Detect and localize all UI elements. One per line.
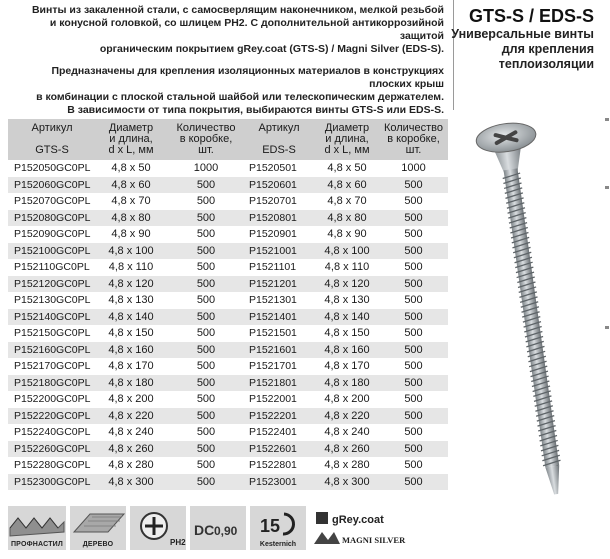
qty-cell: 500 (166, 276, 246, 293)
size-cell: 4,8 x 200 (324, 393, 370, 406)
table-row (8, 259, 246, 276)
intro-paragraph-2: Предназначены для крепления изоляционных материалов в конструкциях плоских крыш в комбинации с плоской стальной шайбой или телескопическим держателем. В зависимости от типа покрытия, выбираются винты GTS-S или EDS-S. (36, 65, 444, 116)
size-cell: 4,8 x 120 (315, 276, 379, 293)
svg-text:MAGNI SILVER: MAGNI SILVER (342, 535, 406, 545)
article-cell: P152140GC0PL (8, 309, 96, 326)
table-row (243, 259, 448, 276)
table-row (8, 474, 246, 491)
qty-cell: 1000 (401, 162, 426, 175)
size-cell: 4,8 x 170 (108, 360, 154, 373)
qty-cell: 500 (166, 441, 246, 458)
header-qty: Количество в коробке, шт. (166, 119, 246, 160)
size-cell: 4,8 x 160 (315, 342, 379, 359)
size-cell: 4,8 x 240 (324, 426, 370, 439)
qty-cell: 500 (379, 408, 448, 425)
size-cell: 4,8 x 80 (96, 210, 166, 227)
qty-cell: 500 (404, 426, 423, 439)
brand-logos (310, 506, 406, 550)
article-cell: P152220GC0PL (8, 408, 96, 425)
table-body (243, 160, 448, 490)
table-row (243, 441, 448, 458)
article-cell: P1521301 (249, 294, 297, 307)
article-cell: P1522201 (243, 408, 315, 425)
qty-cell: 500 (196, 360, 216, 373)
article-cell: P1520701 (249, 195, 297, 208)
article-cell: P152280GC0PL (14, 459, 91, 472)
header-qty: Количество в коробке, шт. (379, 119, 448, 160)
table-row (243, 375, 448, 392)
header-article: Артикул EDS-S (243, 119, 315, 160)
size-cell: 4,8 x 90 (327, 228, 367, 241)
table-row (243, 408, 448, 425)
table-header (8, 119, 246, 160)
table-row (8, 342, 246, 359)
wood-icon: ДЕРЕВО (70, 506, 126, 550)
qty-cell: 500 (196, 393, 216, 406)
article-cell: P1520901 (249, 228, 297, 241)
size-cell: 4,8 x 180 (96, 375, 166, 392)
table-row (8, 210, 246, 227)
qty-cell: 1000 (193, 162, 219, 175)
table-row (243, 243, 448, 260)
table-eds (243, 119, 448, 490)
size-cell: 4,8 x 200 (108, 393, 154, 406)
article-cell: P1521801 (243, 375, 315, 392)
svg-text:DC: DC (194, 522, 215, 538)
qty-cell: 500 (404, 360, 423, 373)
qty-cell: 500 (196, 426, 216, 439)
svg-text:0,90: 0,90 (214, 524, 238, 538)
qty-cell: 500 (196, 228, 216, 241)
table-row (8, 375, 246, 392)
table-row (8, 457, 246, 474)
qty-cell: 500 (379, 210, 448, 227)
article-cell: P152260GC0PL (8, 441, 96, 458)
table-row (8, 160, 246, 177)
size-cell: 4,8 x 150 (324, 327, 370, 340)
article-cell: P1520601 (243, 177, 315, 194)
article-cell: P1521201 (243, 276, 315, 293)
size-cell: 4,8 x 130 (108, 294, 154, 307)
qty-cell: 500 (379, 441, 448, 458)
size-cell: 4,8 x 280 (324, 459, 370, 472)
table-row (8, 243, 246, 260)
subtitle-line-2: для крепления (501, 42, 594, 56)
article-cell: P1521001 (243, 243, 315, 260)
article-cell: P152090GC0PL (14, 228, 91, 241)
table-row (8, 325, 246, 342)
qty-cell: 500 (166, 309, 246, 326)
article-cell: P152060GC0PL (8, 177, 96, 194)
table-row (8, 408, 246, 425)
qty-cell: 500 (404, 393, 423, 406)
size-cell: 4,8 x 60 (315, 177, 379, 194)
qty-cell: 500 (166, 474, 246, 491)
grey-coat-logo-mark (316, 512, 328, 524)
screw-illustration (470, 108, 610, 508)
table-row (243, 292, 448, 309)
table-gts (8, 119, 246, 490)
svg-text:15: 15 (260, 516, 281, 536)
article-cell: P152180GC0PL (8, 375, 96, 392)
size-cell: 4,8 x 300 (96, 474, 166, 491)
article-cell: P1522601 (243, 441, 315, 458)
qty-cell: 500 (379, 309, 448, 326)
svg-text:Kesternich: Kesternich (259, 541, 297, 548)
article-cell: P152120GC0PL (8, 276, 96, 293)
size-cell: 4,8 x 220 (315, 408, 379, 425)
svg-text:PH2: PH2 (170, 538, 186, 547)
magni-silver-logo-mark (314, 532, 340, 544)
table-header (243, 119, 448, 160)
intro-text (12, 4, 444, 126)
qty-cell: 500 (404, 228, 423, 241)
size-cell: 4,8 x 100 (315, 243, 379, 260)
qty-cell: 500 (166, 408, 246, 425)
product-title: GTS-S / EDS-S (468, 6, 594, 26)
qty-cell: 500 (166, 177, 246, 194)
size-cell: 4,8 x 260 (315, 441, 379, 458)
article-cell: P152080GC0PL (8, 210, 96, 227)
size-cell: 4,8 x 50 (327, 162, 367, 175)
qty-cell: 500 (404, 261, 423, 274)
qty-cell: 500 (379, 177, 448, 194)
article-cell: P152170GC0PL (14, 360, 91, 373)
size-cell: 4,8 x 170 (324, 360, 370, 373)
table-row (8, 391, 246, 408)
qty-cell: 500 (379, 474, 448, 491)
size-cell: 4,8 x 280 (108, 459, 154, 472)
qty-cell: 500 (196, 261, 216, 274)
table-row (8, 292, 246, 309)
size-cell: 4,8 x 110 (324, 261, 370, 274)
ph2-icon (130, 506, 186, 550)
table-row (8, 441, 246, 458)
qty-cell: 500 (379, 243, 448, 260)
table-row (243, 276, 448, 293)
size-cell: 4,8 x 100 (96, 243, 166, 260)
table-row (243, 160, 448, 177)
table-row (243, 474, 448, 491)
article-cell: P152130GC0PL (14, 294, 91, 307)
table-row (243, 342, 448, 359)
dc-icon (190, 506, 246, 550)
qty-cell: 500 (379, 342, 448, 359)
article-cell: P152070GC0PL (14, 195, 91, 208)
size-cell: 4,8 x 130 (324, 294, 370, 307)
size-cell: 4,8 x 140 (96, 309, 166, 326)
intro-paragraph-1: Винты из закаленной стали, с самосверлящим наконечником, мелкой резьбой и конусной головкой, со шлицем PH2. С дополнительной антикоррозийной защитой органическим покрытием gRey.coat (GTS-S) / Magni Silver (EDS-S). (31, 4, 444, 55)
header-size: Диаметр и длина, d x L, мм (96, 119, 166, 160)
table-row (243, 177, 448, 194)
size-cell: 4,8 x 80 (315, 210, 379, 227)
subtitle-line-1: Универсальные винты (451, 27, 594, 41)
qty-cell: 500 (404, 327, 423, 340)
qty-cell: 500 (404, 459, 423, 472)
size-cell: 4,8 x 50 (111, 162, 151, 175)
size-cell: 4,8 x 180 (315, 375, 379, 392)
size-cell: 4,8 x 300 (315, 474, 379, 491)
table-row (243, 210, 448, 227)
size-cell: 4,8 x 150 (108, 327, 154, 340)
size-cell: 4,8 x 120 (96, 276, 166, 293)
size-cell: 4,8 x 220 (96, 408, 166, 425)
table-row (8, 276, 246, 293)
table-row (8, 193, 246, 210)
size-cell: 4,8 x 260 (96, 441, 166, 458)
table-row (243, 226, 448, 243)
size-cell: 4,8 x 240 (108, 426, 154, 439)
size-cell: 4,8 x 160 (96, 342, 166, 359)
size-cell: 4,8 x 70 (111, 195, 151, 208)
article-cell: P1521701 (249, 360, 297, 373)
table-row (8, 309, 246, 326)
article-cell: P1522401 (249, 426, 297, 439)
header-article: Артикул GTS-S (8, 119, 96, 160)
qty-cell: 500 (166, 375, 246, 392)
profile-sheet-icon: ПРОФНАСТИЛ (8, 506, 66, 550)
size-cell: 4,8 x 60 (96, 177, 166, 194)
article-cell: P1520501 (249, 162, 297, 175)
article-cell: P152300GC0PL (8, 474, 96, 491)
qty-cell: 500 (196, 294, 216, 307)
article-cell: P152110GC0PL (14, 261, 90, 274)
qty-cell: 500 (196, 459, 216, 472)
qty-cell: 500 (379, 375, 448, 392)
article-cell: P152100GC0PL (8, 243, 96, 260)
table-row (243, 457, 448, 474)
article-cell: P1521101 (249, 261, 297, 274)
table-row (243, 424, 448, 441)
article-cell: P1522801 (249, 459, 297, 472)
table-row (8, 226, 246, 243)
article-cell: P1523001 (243, 474, 315, 491)
qty-cell: 500 (379, 276, 448, 293)
size-cell: 4,8 x 110 (108, 261, 154, 274)
article-cell: P1521601 (243, 342, 315, 359)
article-cell: P152200GC0PL (14, 393, 91, 406)
article-cell: P1521501 (249, 327, 297, 340)
qty-cell: 500 (166, 210, 246, 227)
title-block (451, 6, 594, 72)
table-row (243, 358, 448, 375)
qty-cell: 500 (166, 342, 246, 359)
article-cell: P152160GC0PL (8, 342, 96, 359)
qty-cell: 500 (404, 294, 423, 307)
subtitle-line-3: теплоизоляции (498, 57, 594, 71)
qty-cell: 500 (196, 327, 216, 340)
qty-cell: 500 (196, 195, 216, 208)
table-row (243, 193, 448, 210)
table-row (243, 325, 448, 342)
size-cell: 4,8 x 140 (315, 309, 379, 326)
table-row (243, 309, 448, 326)
table-row (8, 177, 246, 194)
svg-text:gRey.coat: gRey.coat (332, 514, 384, 526)
header-size: Диаметр и длина, d x L, мм (315, 119, 379, 160)
article-cell: P152150GC0PL (14, 327, 91, 340)
size-cell: 4,8 x 90 (111, 228, 151, 241)
article-cell: P152240GC0PL (14, 426, 91, 439)
table-row (243, 391, 448, 408)
qty-cell: 500 (166, 243, 246, 260)
article-cell: P1521401 (243, 309, 315, 326)
article-cell: P152050GC0PL (14, 162, 91, 175)
table-row (8, 424, 246, 441)
article-cell: P1522001 (249, 393, 297, 406)
table-row (8, 358, 246, 375)
table-body (8, 160, 246, 490)
qty-cell: 500 (404, 195, 423, 208)
kesternich-icon (250, 506, 306, 550)
size-cell: 4,8 x 70 (327, 195, 367, 208)
article-cell: P1520801 (243, 210, 315, 227)
